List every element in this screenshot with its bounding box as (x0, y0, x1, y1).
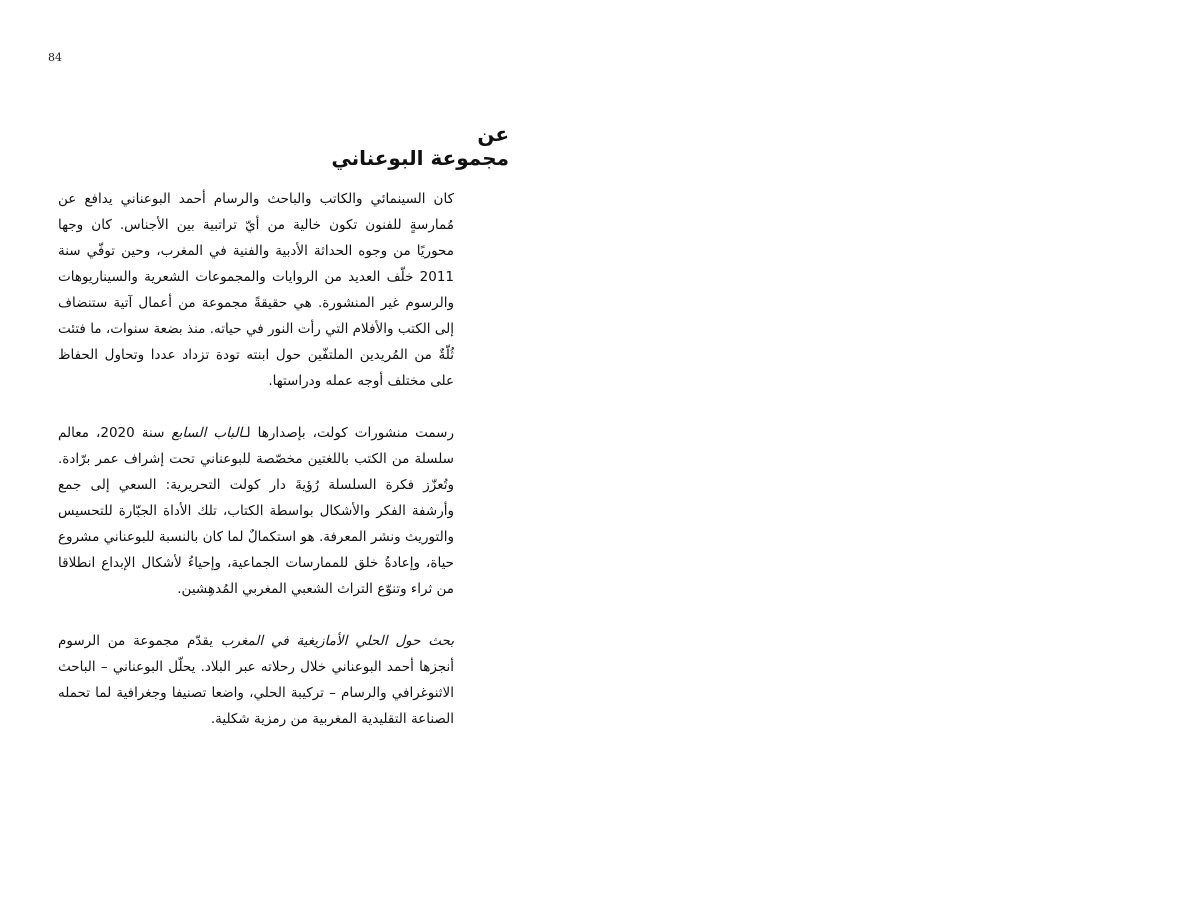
title-line-1: عن (477, 122, 509, 146)
book-title-jewelry-study: بحث حول الحلي الأمازيغية في المغرب (220, 633, 454, 649)
title-line-2: مجموعة البوعناني (331, 146, 509, 170)
page-title (331, 122, 509, 170)
paragraph-3-rest: يقدّم مجموعة من الرسوم أنجزها أحمد البوعناني خلال رحلاته عبر البلاد. يحلّل البوعناني – الباحث الاثنوغرافي والرسام – تركيبة الحلي، واضعا تصنيفا وجغرافية لما تحمله الصناعة التقليدية المغربية من رمزية شكلية. (58, 633, 454, 727)
paragraph-2-lead: رسمت منشورات كولت، بإصدارها لـ (242, 425, 454, 441)
paragraph-1: كان السينمائي والكاتب والباحث والرسام أحمد البوعناني يدافع عن مُمارسةٍ للفنون تكون خالية من أيّ تراتبية بين الأجناس. كان وجها محوريًا من وجوه الحداثة الأدبية والفنية في المغرب، وحين توفّي سنة 2011 خلّف العديد من الروايات والمجموعات الشعرية والسيناريوهات والرسوم غير المنشورة. هي حقيقةً مجموعة من أعمال آتية ستنضاف إلى الكتب والأفلام التي رأت النور في حياته. منذ بضعة سنوات، ما فتئت ثُلّةٌ من المُريدين الملتفّين حول ابنته تودة تزداد عددا وتحاول الحفاظ على مختلف أوجه عمله ودراستها. (58, 191, 454, 389)
page-number: 84 (48, 51, 62, 64)
paragraph-2 (58, 420, 454, 602)
paragraph-3 (58, 628, 454, 732)
body-text (58, 186, 454, 732)
book-title-seventh-door: الباب السابع (171, 425, 243, 441)
paragraph-2-rest: سنة 2020، معالم سلسلة من الكتب باللغتين مخصّصة للبوعناني تحت إشراف عمر برّادة. وتُعزّز فكرة السلسلة رُؤيةَ دار كولت التحريرية: السعي إلى جمع وأرشفة الفكر والأشكال بواسطة الكتاب، تلك الأداة الجبّارة للتحسيس والتوريث ونشر المعرفة. هو استكمالٌ لما كان بالنسبة للبوعناني مشروع حياة، وإعادةُ خلق للممارسات الجماعية، وإحياءُ لأشكال الإبداع انطلاقا من ثراء وتنوّع التراث الشعبي المغربي المُدهِشين. (58, 425, 454, 597)
